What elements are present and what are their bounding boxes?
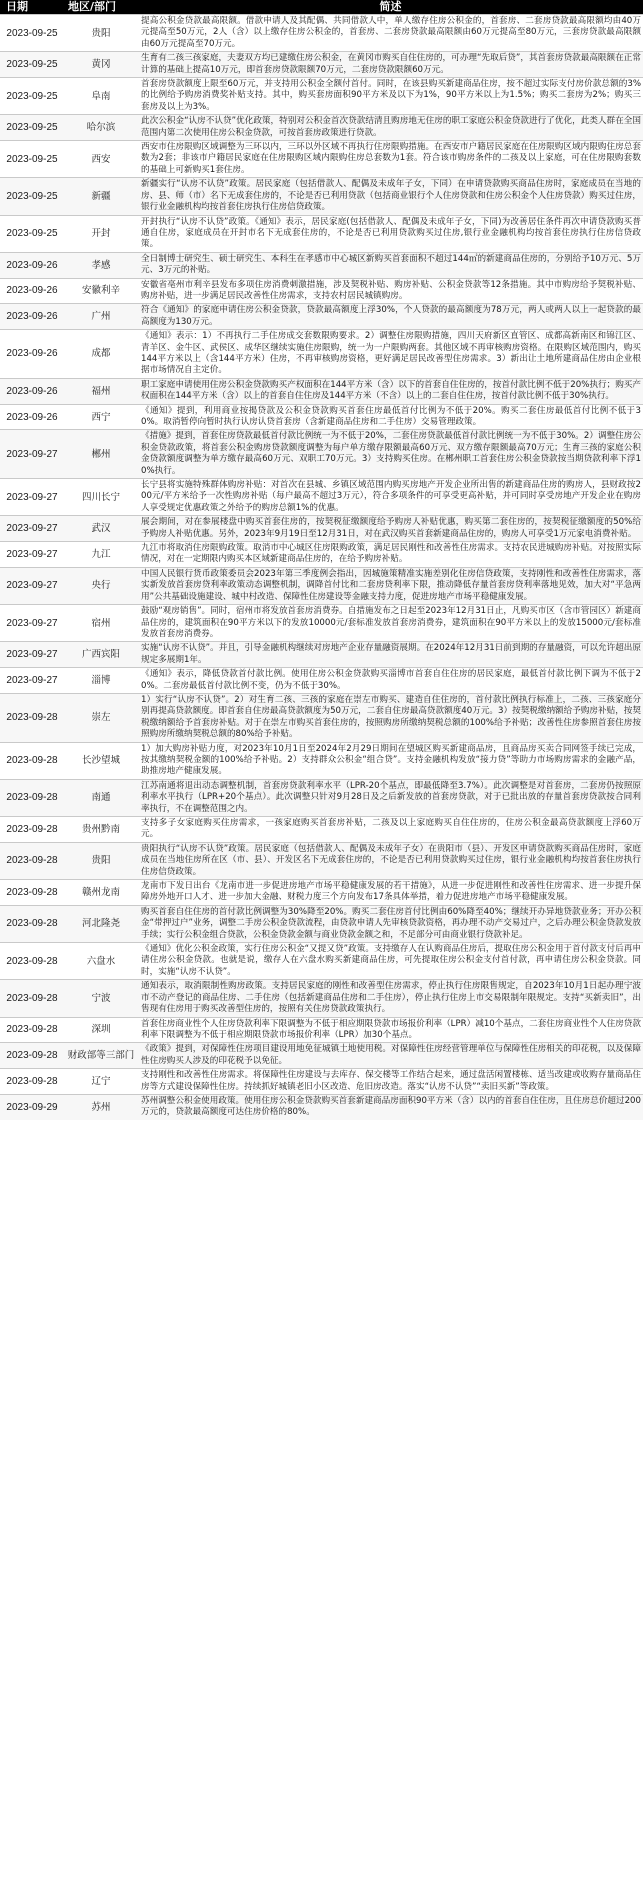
date-cell: 2023-09-28: [0, 880, 64, 906]
description-cell: 1）实行“认房不认贷”。2）对生育二孩、三孩的家庭在崇左市购买、建造自住住房的，首付款比例执行标准上，二孩、三孩家庭分别再提高贷款额度。即首套自住房最高贷款额度为50万元，二套自住房最高贷款额度40万元。3）按契税缴纳额给予购房补贴，按契税缴纳额给予首套房补贴。对于在崇左市购买首套住房的，按照购房所缴纳契税总额的100%给予补贴；改善性住房参照首套住房按照购房所缴纳契税总额的80%给予补贴。: [138, 693, 643, 742]
table-row: [0, 330, 643, 379]
description-cell: 开封执行“认房不认贷”政策。《通知》表示，居民家庭(包括借款人、配偶及未成年子女，下同)为改善居住条件再次申请贷款购买普通自住房，家庭成员在开封市名下无成套住房的，不论是否已利用贷款购买过住房,银行业金融机构均按首套住房执行住房信贷政策。: [138, 215, 643, 252]
description-cell: 贵阳执行“认房不认贷”政策。居民家庭（包括借款人、配偶及未成年子女）在贵阳市（县）、开发区申请贷款购买商品住房时，家庭成员在当地住房所在区（市、县）、开发区名下无成套住房的，不论是否已利用贷款购买过住房，银行业金融机构均按首套住房执行住房信贷政策。: [138, 842, 643, 879]
date-cell: 2023-09-26: [0, 330, 64, 379]
table-row: [0, 115, 643, 141]
region-cell: 黄冈: [64, 52, 138, 78]
date-cell: 2023-09-26: [0, 304, 64, 330]
table-row: [0, 378, 643, 404]
date-cell: 2023-09-28: [0, 779, 64, 816]
description-cell: 通知表示，取消限制性购房政策。支持居民家庭的刚性和改善型住房需求，停止执行住房限售规定，自2023年10月1日起办理宁波市不动产登记的商品住房、二手住房（包括新建商品住房和二手住房），停止执行住房上市交易限制年限规定。支持“买新卖旧”，出售现有住房用于购买改善型住房的，按照有关住房贷款政策执行。: [138, 980, 643, 1017]
region-cell: 崇左: [64, 693, 138, 742]
region-cell: 四川长宁: [64, 479, 138, 516]
region-column-header: 地区/部门: [64, 0, 138, 15]
region-cell: 武汉: [64, 516, 138, 542]
table-row: [0, 404, 643, 430]
region-cell: 宿州: [64, 605, 138, 642]
region-cell: 哈尔滨: [64, 115, 138, 141]
description-cell: 提高公积金贷款最高限额。借款申请人及其配偶、共同借款人中，单人缴存住房公积金的，首套房、二套房贷款最高限额均由40万元提高至50万元，2人（含）以上缴存住房公积金的，首套房、二套房贷款最高限额由60万元提高至80万元，三套房贷款最高限额由60万元提高至70万元。: [138, 15, 643, 52]
table-row: [0, 141, 643, 178]
region-cell: 孝感: [64, 252, 138, 278]
table-row: [0, 178, 643, 215]
region-cell: 贵阳: [64, 842, 138, 879]
table-row: [0, 479, 643, 516]
date-cell: 2023-09-27: [0, 605, 64, 642]
description-cell: 苏州调整公积金使用政策。使用住房公积金贷款购买首套新建商品房面积90平方米（含）以内的首套自住住房，且住房总价超过200万元的，贷款最高额度可达住房价格的80%。: [138, 1094, 643, 1119]
date-cell: 2023-09-27: [0, 668, 64, 694]
region-cell: 南通: [64, 779, 138, 816]
date-cell: 2023-09-26: [0, 252, 64, 278]
table-row: [0, 742, 643, 779]
table-header: [0, 0, 643, 15]
table-row: [0, 15, 643, 52]
date-column-header: 日期: [0, 0, 64, 15]
date-cell: 2023-09-28: [0, 905, 64, 942]
date-cell: 2023-09-28: [0, 817, 64, 843]
region-cell: 六盘水: [64, 943, 138, 980]
date-cell: 2023-09-25: [0, 215, 64, 252]
region-cell: 新疆: [64, 178, 138, 215]
description-cell: 1）加大购房补贴力度，对2023年10月1日至2024年2月29日期间在望城区购买新建商品房，且商品房买卖合同网签手续已完成，按其缴纳契税金额的100%给予补贴。2）支持群众公积金“组合贷”。支持金融机构发放“接力贷”等助力市场购房需求的金融产品，助推房地产健康发展。: [138, 742, 643, 779]
region-cell: 开封: [64, 215, 138, 252]
region-cell: 央行: [64, 567, 138, 604]
region-cell: 深圳: [64, 1017, 138, 1043]
date-cell: 2023-09-26: [0, 378, 64, 404]
description-cell: 新疆实行“认房不认贷”政策。居民家庭（包括借款人、配偶及未成年子女，下同）在申请贷款购买商品住房时，家庭成员在当地的房、县、师（市）名下无成套住房的，不论是否已利用贷款（包括商业银行个人住房贷款和住房公积金个人住房贷款）购买过住房，银行业金融机构均按首套住房执行住房信贷政策。: [138, 178, 643, 215]
date-cell: 2023-09-26: [0, 278, 64, 304]
description-cell: 支持多子女家庭购买住房需求，一孩家庭购买首套房补贴，二孩及以上家庭购买自住住房的，住房公积金最高贷款额度上浮60万元。: [138, 817, 643, 843]
date-cell: 2023-09-25: [0, 115, 64, 141]
table-row: [0, 430, 643, 479]
region-cell: 辽宁: [64, 1069, 138, 1095]
region-cell: 福州: [64, 378, 138, 404]
table-row: [0, 905, 643, 942]
region-cell: 九江: [64, 542, 138, 568]
date-cell: 2023-09-28: [0, 842, 64, 879]
table-row: [0, 980, 643, 1017]
date-cell: 2023-09-25: [0, 78, 64, 115]
table-row: [0, 1043, 643, 1069]
description-cell: 展会期间，对在参展楼盘中购买首套住房的，按契税征缴额度给予购房人补贴优惠，购买第二套住房的，按契税征缴额度的50%给予购房人补贴优惠。另外，2023年9月19日至12月31日，对在武汉购买首套新建商品住房的，购房人可享受1万元家电消费补贴。: [138, 516, 643, 542]
description-cell: 鼓励“观房销售”。同时，宿州市将发放首套房消费券。自措施发布之日起至2023年12月31日止，凡购买市区（含市管园区）新建商品住房的，建筑面积在90平方米以下的发放10000元/套标准发放首套房消费券，建筑面积在90平方米以上的发放15000元/套标准发放首套房消费券。: [138, 605, 643, 642]
date-cell: 2023-09-28: [0, 742, 64, 779]
table-row: [0, 693, 643, 742]
description-cell: 《通知》表示：1）不再执行二手住房成交套数限购要求。2）调整住房限购措施，四川天府新区直管区、成都高新南区和锦江区、青羊区、金牛区、武侯区、成华区继续实施住房限购，统一为一户限购两套。其他区域不再审核购房资格。在限购区域范围内，购买144平方米以上（含144平方米）住房，不再审核购房资格，更好满足居民改善型住房需求。3）新出让土地所建商品住房由企业根据市场情况自主定价。: [138, 330, 643, 379]
date-cell: 2023-09-27: [0, 479, 64, 516]
date-cell: 2023-09-28: [0, 1043, 64, 1069]
region-cell: 安徽利辛: [64, 278, 138, 304]
description-cell: 全日制博士研究生、硕士研究生、本科生在孝感市中心城区新购买首套面积不超过144㎡的新建商品住房的，分别给予10万元、5万元、3万元的补贴。: [138, 252, 643, 278]
date-cell: 2023-09-28: [0, 1069, 64, 1095]
description-cell: 职工家庭申请使用住房公积金贷款购买产权面积在144平方米（含）以下的首套自住住房的，按首付款比例不低于20%执行；购买产权面积在144平方米（含）以上的首套自住住房及144平方米（不含）以上的二套自住住房，按首付款比例不低于30%执行。: [138, 378, 643, 404]
table-row: [0, 542, 643, 568]
table-row: [0, 252, 643, 278]
table-row: [0, 817, 643, 843]
region-cell: 淄博: [64, 668, 138, 694]
description-cell: 江苏南通将退出动态调整机制，首套房贷款利率水平（LPR-20个基点，即最低降至3.7%）。此次调整是对首套房，二套房仍按照原利率水平执行（LPR+20个基点）。此次调整只针对9月28日及之后新发放的首套房贷款，对于已批出放的存量首套房贷款按合同利率执行，不在调整范围之内。: [138, 779, 643, 816]
description-cell: 长宁县将实施特殊群体购房补贴：对首次在县城、乡镇区域范围内购买房地产开发企业所出售的新建商品住房的购房人，县财政按200元/平方米给予一次性购房补贴（每户最高不超过3万元），符合多项条件的可享受更高补贴，并可同时享受房地产开发企业在购房人享受规定优惠政策之外给予的购房总额1%的优惠。: [138, 479, 643, 516]
table-row: [0, 880, 643, 906]
table-row: [0, 642, 643, 668]
date-cell: 2023-09-27: [0, 567, 64, 604]
region-cell: 贵州黔南: [64, 817, 138, 843]
description-cell: 支持刚性和改善性住房需求。将保障性住房建设与去库存、保交楼等工作结合起来，通过盘活闲置楼栋、适当改建或收购存量商品住房等方式建设保障性住房。持续抓好城镇老旧小区改造、危旧房改造。落实“认房不认贷”“卖旧买新”等政策。: [138, 1069, 643, 1095]
date-cell: 2023-09-28: [0, 943, 64, 980]
region-cell: 河北隆尧: [64, 905, 138, 942]
table-row: [0, 943, 643, 980]
table-row: [0, 842, 643, 879]
table-row: [0, 1069, 643, 1095]
date-cell: 2023-09-25: [0, 141, 64, 178]
table-row: [0, 1094, 643, 1119]
description-cell: 《通知》提到，利用商业按揭贷款及公积金贷款购买首套住房最低首付比例为不低于20%。购买二套住房最低首付比例不低于30%。取消暂停向暂时执行认房认贷首套房（含新建商品住房和二手住房）交易管理政策。: [138, 404, 643, 430]
table-row: [0, 304, 643, 330]
table-row: [0, 52, 643, 78]
description-cell: 龙南市下发日出台《龙南市进一步促进房地产市场平稳健康发展的若干措施》，从进一步促进刚性和改善性住房需求、进一步提升保障房外地开口人才、进一步加大金融、财税力度三个方向发布17条具体举措，着力促进房地产市场平稳健康发展。: [138, 880, 643, 906]
region-cell: 长沙望城: [64, 742, 138, 779]
table-row: [0, 779, 643, 816]
description-cell: 符合《通知》的家庭申请住房公积金贷款，贷款最高额度上浮30%，个人贷款的最高额度为78万元，两人或两人以上一起贷款的最高额度为130万元。: [138, 304, 643, 330]
description-cell: 生育有二孩三孩家庭，夫妻双方均已建缴住房公积金，在黄冈市购买自住住房的，可办理“先取后贷”，其首套房贷款最高限额在正常计算的基础上提高10万元，即首套房贷款限额70万元，二套房贷款限额60万元。: [138, 52, 643, 78]
date-cell: 2023-09-28: [0, 1017, 64, 1043]
region-cell: 成都: [64, 330, 138, 379]
date-cell: 2023-09-27: [0, 542, 64, 568]
region-cell: 郴州: [64, 430, 138, 479]
description-cell: 中国人民银行货币政策委员会2023年第三季度例会指出，因城施策精准实施差别化住房信贷政策，支持刚性和改善性住房需求，落实新发放首套房贷利率政策动态调整机制，调降首付比和二套房贷利率下限，推动降低存量首套房贷利率落地见效，加大对“平急两用”公共基础设施建设、城中村改造、保障性住房建设等金融支持力度，促进房地产市场平稳健康发展。: [138, 567, 643, 604]
table-row: [0, 78, 643, 115]
region-cell: 财政部等三部门: [64, 1043, 138, 1069]
date-cell: 2023-09-27: [0, 430, 64, 479]
description-cell: 首套住房商业性个人住房贷款利率下限调整为不低于相应期限贷款市场报价利率（LPR）减10个基点，二套住房商业性个人住房贷款利率下限调整为不低于相应期限贷款市场报价利率（LPR）加30个基点。: [138, 1017, 643, 1043]
description-cell: 《措施》提到，首套住房贷款最低首付款比例统一为不低于20%，二套住房贷款最低首付款比例统一为不低于30%。2）调整住房公积金贷款政策，将首套公积金购房贷款额度调整为每户单方缴存限额最高60万元、双方缴存限额最高70万元；生育三孩的家庭公积金贷款额度调整为单方缴存最高60万元、双职工70万元。3）支持购买住房。在郴州职工首套住房公积金贷款按当期贷款利率下浮10%执行。: [138, 430, 643, 479]
region-cell: 赣州龙南: [64, 880, 138, 906]
table-row: [0, 605, 643, 642]
description-column-header: 简述: [138, 0, 643, 15]
description-cell: 此次公积金“认房不认贷”优化政策，特别对公积金首次贷款结清且购房地无住房的职工家庭公积金贷款进行了优化，此类人群在全国范围内第二次使用住房公积金贷款，可按首套房政策进行贷款。: [138, 115, 643, 141]
table-row: [0, 516, 643, 542]
description-cell: 购买首套自住住房的首付款比例调整为30%降至20%。购买二套住房首付比例由60%降至40%；继续开办异地贷款业务；开办公积金“带押过户”业务，调整二手房公积金贷款流程，由贷款申请人先审核贷款资格，再办理不动产交易过户，之后办理公积金贷款发放手续；实行公积金组合贷款，公积金贷款金额与商业贷款金额之和，不足部分可由商业银行贷款补足。: [138, 905, 643, 942]
region-cell: 西宁: [64, 404, 138, 430]
description-cell: 西安市住房限购区域调整为三环以内，三环以外区域不再执行住房限购措施。在西安市户籍居民家庭在住房限购区域内限购住房总套数为2套；非该市户籍居民家庭在住房限购区域内限购住房总套数为1套。符合该市购房条件的二孩及以上家庭，可在住房限购套数的基础上可新购买1套住房。: [138, 141, 643, 178]
region-cell: 宁波: [64, 980, 138, 1017]
region-cell: 广西宾阳: [64, 642, 138, 668]
date-cell: 2023-09-29: [0, 1094, 64, 1119]
date-cell: 2023-09-27: [0, 516, 64, 542]
description-cell: 九江市将取消住房限购政策。取消市中心城区住房限购政策，满足居民刚性和改善性住房需求。支持农民进城购房补贴。对按照实际情况，对在一定期限内购买本区域新建商品住房的，在给予购房补贴。: [138, 542, 643, 568]
description-cell: 《政策》提到，对保障性住房项目建设用地免征城镇土地使用税。对保障性住房经营管理单位与保障性住房相关的印花税，以及保障性住房购买人涉及的印花税予以免征。: [138, 1043, 643, 1069]
date-cell: 2023-09-25: [0, 178, 64, 215]
region-cell: 阜南: [64, 78, 138, 115]
table-body: [0, 15, 643, 1120]
date-cell: 2023-09-25: [0, 52, 64, 78]
description-cell: 实施“认房不认贷”。并且，引导金融机构继续对房地产企业存量融资展期。在2024年12月31日前到期的存量融资，可以允许超出原规定多展期1年。: [138, 642, 643, 668]
description-cell: 《通知》优化公积金政策，实行住房公积金“又提又贷”政策。支持缴存人在认购商品住房后，提取住房公积金用于首付款支付后再申请住房公积金贷款。也就是说，缴存人在六盘水购买新建商品住房，可先提取住房公积金支付首付款，再申请住房公积金贷款。同时，实施“认房不认贷”。: [138, 943, 643, 980]
table-row: [0, 668, 643, 694]
region-cell: 西安: [64, 141, 138, 178]
region-cell: 广州: [64, 304, 138, 330]
table-row: [0, 567, 643, 604]
table-row: [0, 1017, 643, 1043]
table-row: [0, 215, 643, 252]
table-row: [0, 278, 643, 304]
date-cell: 2023-09-26: [0, 404, 64, 430]
date-cell: 2023-09-27: [0, 642, 64, 668]
region-cell: 贵阳: [64, 15, 138, 52]
date-cell: 2023-09-28: [0, 693, 64, 742]
date-cell: 2023-09-25: [0, 15, 64, 52]
description-cell: 首套房贷款额度上限至60万元，并支持用公积金全额付首付。同时，在该县购买新建商品住房，按不超过实际支付房价款总额的3%的比例给予购房消费奖补贴支持。其中，购买套房面积90平方米及以下为1%，90平方米以上为1.5%；购买二套房为2%；购买三套房及以上为3%。: [138, 78, 643, 115]
date-cell: 2023-09-28: [0, 980, 64, 1017]
description-cell: 安徽省亳州市利辛县发布多项住房消费刺激措施，涉及契税补贴、购房补贴、公积金贷款等12条措施。其中市购房给予契税补贴、购房补贴，进一步满足居民改善性住房需求，支持农村居民城镇购房。: [138, 278, 643, 304]
description-cell: 《通知》表示，降低贷款首付款比例。使用住房公积金贷款购买淄博市首套自住住房的居民家庭，最低首付款比例下调为不低于20%。二套房最低首付款比例不变，仍为不低于30%。: [138, 668, 643, 694]
region-cell: 苏州: [64, 1094, 138, 1119]
